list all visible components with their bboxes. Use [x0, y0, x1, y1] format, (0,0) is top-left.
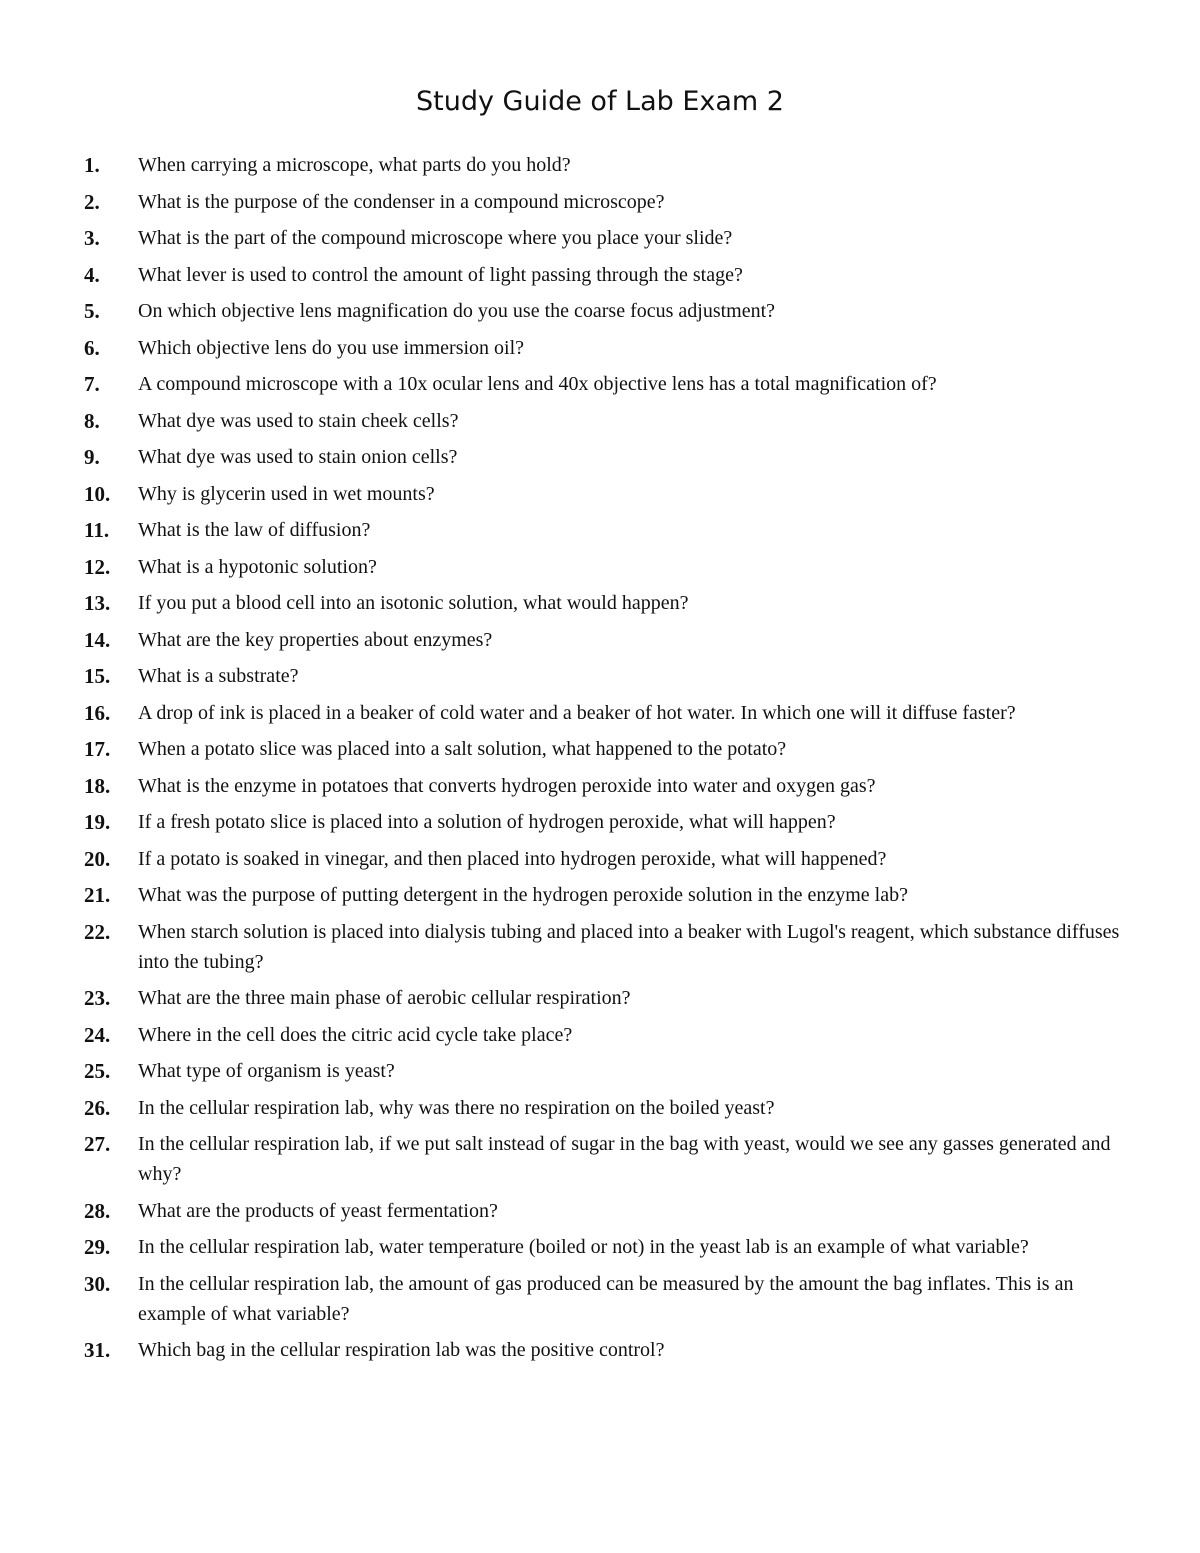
question-item — [84, 698, 1124, 728]
question-number: 19. — [84, 810, 111, 834]
question-number: 9. — [84, 445, 100, 469]
question-item — [84, 917, 1124, 977]
question-item — [84, 771, 1124, 801]
question-text: If you put a blood cell into an isotonic solution, what would happen? — [138, 592, 689, 614]
question-item — [84, 187, 1124, 217]
question-number: 11. — [84, 518, 110, 542]
question-text: What is the enzyme in potatoes that converts hydrogen peroxide into water and oxygen gas? — [138, 774, 876, 797]
question-item — [84, 515, 1124, 545]
question-text: What dye was used to stain cheek cells? — [138, 409, 459, 432]
question-item — [84, 1269, 1124, 1329]
question-text: When starch solution is placed into dialysis tubing and placed into a beaker with Lugol's reagent, which substance diffuses into the tubing? — [138, 920, 1120, 973]
question-text: If a potato is soaked in vinegar, and then placed into hydrogen peroxide, what will happened? — [138, 847, 887, 870]
question-number: 17. — [84, 737, 111, 761]
question-item — [84, 260, 1124, 290]
question-item — [84, 844, 1124, 874]
question-text: When carrying a microscope, what parts do you hold? — [138, 154, 571, 176]
question-number: 24. — [84, 1022, 111, 1047]
question-number: 3. — [84, 226, 100, 250]
question-text: What are the key properties about enzymes? — [138, 628, 493, 651]
question-text: What lever is used to control the amount of light passing through the stage? — [138, 263, 743, 286]
question-item — [84, 1020, 1124, 1050]
question-item — [84, 983, 1124, 1013]
question-text: What dye was used to stain onion cells? — [138, 446, 458, 468]
question-text: Which bag in the cellular respiration lab was the positive control? — [138, 1339, 665, 1361]
question-item — [84, 1196, 1124, 1226]
question-item — [84, 1093, 1124, 1123]
question-item — [84, 880, 1124, 910]
question-number: 28. — [84, 1198, 111, 1223]
question-number: 15. — [84, 664, 111, 688]
question-number: 1. — [84, 153, 100, 177]
question-item — [84, 552, 1124, 582]
question-number: 27. — [84, 1132, 111, 1156]
question-number: 23. — [84, 986, 111, 1010]
question-text: What is a hypotonic solution? — [138, 555, 377, 578]
question-number: 4. — [84, 262, 100, 287]
question-text: When a potato slice was placed into a salt solution, what happened to the potato? — [138, 738, 787, 760]
question-text: Which objective lens do you use immersion oil? — [138, 336, 525, 359]
question-number: 18. — [84, 773, 111, 798]
question-number: 21. — [84, 883, 111, 907]
question-text: Where in the cell does the citric acid cycle take place? — [138, 1023, 573, 1046]
question-item — [84, 369, 1124, 399]
question-number: 30. — [84, 1271, 111, 1296]
question-number: 31. — [84, 1338, 111, 1362]
question-text: In the cellular respiration lab, water temperature (boiled or not) in the yeast lab is an example of what variable? — [138, 1236, 1029, 1258]
question-number: 16. — [84, 700, 111, 725]
question-text: What is a substrate? — [138, 665, 299, 687]
question-text: What is the part of the compound microscope where you place your slide? — [138, 227, 733, 249]
question-item — [84, 661, 1124, 691]
question-text: In the cellular respiration lab, if we put salt instead of sugar in the bag with yeast, would we see any gasses generated and why? — [138, 1133, 1111, 1185]
question-item — [84, 734, 1124, 764]
question-text: What are the three main phase of aerobic cellular respiration? — [138, 987, 631, 1009]
question-item — [84, 807, 1124, 837]
question-text: If a fresh potato slice is placed into a solution of hydrogen peroxide, what will happen? — [138, 811, 836, 833]
question-text: What is the law of diffusion? — [138, 519, 371, 541]
question-item — [84, 479, 1124, 509]
question-item — [84, 333, 1124, 363]
question-text: Why is glycerin used in wet mounts? — [138, 482, 435, 505]
question-number: 26. — [84, 1095, 111, 1120]
question-text: A compound microscope with a 10x ocular lens and 40x objective lens has a total magnification of? — [138, 373, 937, 395]
question-item — [84, 625, 1124, 655]
question-number: 5. — [84, 299, 100, 323]
question-text: In the cellular respiration lab, why was there no respiration on the boiled yeast? — [138, 1096, 775, 1119]
question-item — [84, 588, 1124, 618]
question-number: 7. — [84, 372, 100, 396]
page-title: Study Guide of Lab Exam 2 — [416, 86, 784, 117]
question-item — [84, 1232, 1124, 1262]
question-item — [84, 1129, 1124, 1189]
question-item — [84, 223, 1124, 253]
question-number: 20. — [84, 846, 111, 871]
question-number: 12. — [84, 554, 111, 579]
question-list — [84, 150, 1124, 1372]
question-number: 13. — [84, 591, 111, 615]
question-item — [84, 296, 1124, 326]
question-text: In the cellular respiration lab, the amount of gas produced can be measured by the amount the bag inflates. This is an example of what variable? — [138, 1272, 1074, 1325]
question-text: A drop of ink is placed in a beaker of cold water and a beaker of hot water. In which one will it diffuse faster? — [138, 701, 1016, 724]
question-number: 10. — [84, 481, 111, 506]
question-text: What are the products of yeast fermentation? — [138, 1199, 498, 1222]
question-number: 25. — [84, 1059, 111, 1083]
question-number: 14. — [84, 627, 111, 652]
question-item — [84, 1335, 1124, 1365]
question-item — [84, 150, 1124, 180]
question-item — [84, 406, 1124, 436]
question-text: What is the purpose of the condenser in a compound microscope? — [138, 190, 665, 213]
question-number: 8. — [84, 408, 100, 433]
question-number: 2. — [84, 189, 100, 214]
question-text: What type of organism is yeast? — [138, 1060, 395, 1082]
question-text: What was the purpose of putting detergent in the hydrogen peroxide solution in the enzyme lab? — [138, 884, 908, 906]
question-item — [84, 442, 1124, 472]
question-number: 22. — [84, 919, 111, 944]
question-text: On which objective lens magnification do you use the coarse focus adjustment? — [138, 300, 776, 322]
question-number: 6. — [84, 335, 100, 360]
question-item — [84, 1056, 1124, 1086]
question-number: 29. — [84, 1235, 111, 1259]
